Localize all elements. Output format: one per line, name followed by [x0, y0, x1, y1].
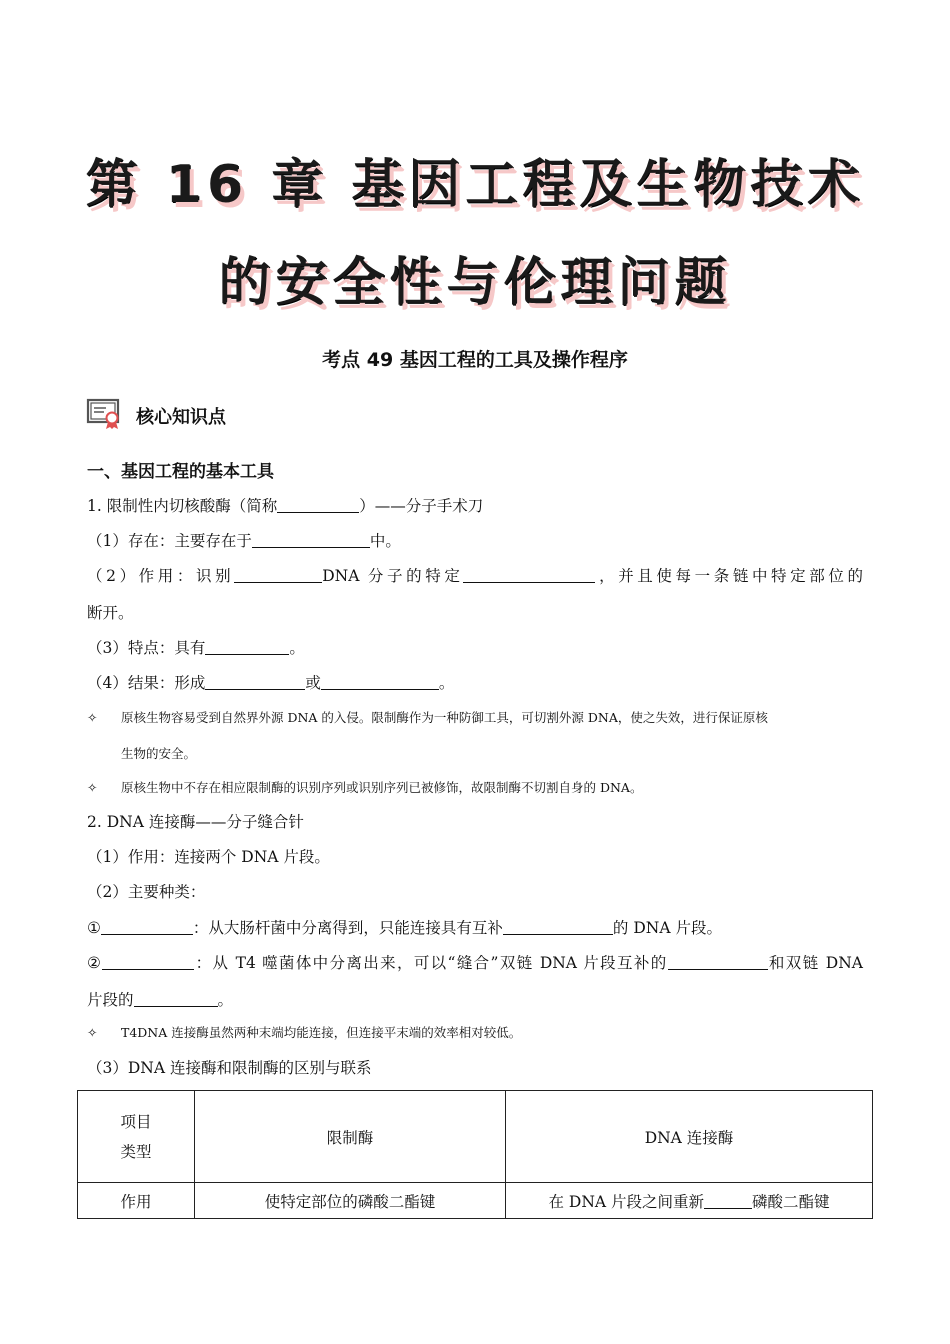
- header-dna-ligase: DNA 连接酶: [506, 1091, 873, 1183]
- text: 项目: [120, 1112, 152, 1131]
- blank: [321, 671, 439, 690]
- text: ）——分子手术刀: [359, 497, 484, 515]
- blank: [134, 988, 218, 1007]
- item-ecoli-ligase: [87, 916, 863, 940]
- text: ：从 T4 噬菌体中分离出来，可以“缝合”双链 DNA 片段互补的: [194, 954, 668, 972]
- blank: [704, 1190, 752, 1209]
- text: DNA 分子的特定: [322, 567, 464, 585]
- text: （1）存在：主要存在于: [87, 532, 252, 550]
- item-feature: [87, 636, 863, 660]
- blank: [252, 529, 370, 548]
- blank: [205, 671, 305, 690]
- row-label: 作用: [78, 1183, 195, 1219]
- text: 在 DNA 片段之间重新: [548, 1192, 705, 1211]
- text: 磷酸二酯键: [752, 1192, 830, 1211]
- section-heading: 一、基因工程的基本工具: [87, 462, 274, 482]
- diamond-icon: ✧: [87, 1025, 98, 1040]
- text: （4）结果：形成: [87, 674, 206, 692]
- item-ligase-function: （1）作用：连接两个 DNA 片段。: [87, 848, 330, 866]
- topic-heading: 考点 49 基因工程的工具及操作程序: [322, 349, 628, 371]
- text: 。: [289, 639, 305, 657]
- text: （2）作用：识别: [87, 567, 235, 585]
- item-t4-ligase-cont: [87, 988, 863, 1012]
- chapter-title-line-2: 的安全性与伦理问题: [218, 253, 732, 313]
- text: ①: [87, 919, 101, 937]
- text: 。: [438, 674, 455, 692]
- note-3: [87, 1015, 867, 1051]
- item-comparison-title: （3）DNA 连接酶和限制酶的区别与联系: [87, 1059, 372, 1077]
- text: 的 DNA 片段。: [612, 919, 722, 937]
- text: 原核生物中不存在相应限制酶的识别序列或识别序列已被修饰，故限制酶不切割自身的 DNA。: [121, 780, 643, 795]
- text: 和双链 DNA: [767, 954, 863, 972]
- item-restriction-enzyme: [87, 494, 863, 518]
- table-row: [78, 1183, 873, 1219]
- cell: 使特定部位的磷酸二酯键: [195, 1183, 506, 1219]
- blank: [277, 494, 359, 513]
- text: 类型: [120, 1142, 152, 1161]
- item-existence: [87, 529, 863, 553]
- diamond-icon: ✧: [87, 780, 98, 795]
- table-header-row: [78, 1091, 873, 1183]
- diamond-icon: ✧: [87, 710, 98, 725]
- blank: [205, 636, 289, 655]
- item-result: [87, 671, 863, 695]
- item-ligase: 2. DNA 连接酶——分子缝合针: [87, 813, 304, 831]
- text: ：从大肠杆菌中分离得到，只能连接具有互补: [192, 919, 503, 937]
- blank: [102, 951, 194, 970]
- item-function: [87, 564, 863, 588]
- comparison-table: [77, 1090, 873, 1219]
- text: ，并且使每一条链中特定部位的: [595, 567, 863, 585]
- blank: [503, 916, 613, 935]
- core-knowledge-label: 核心知识点: [136, 407, 226, 428]
- text: ②: [87, 954, 103, 972]
- certificate-icon: [86, 398, 124, 434]
- core-knowledge-header: [86, 398, 226, 434]
- chapter-title-line-1: 第 16 章 基因工程及生物技术: [85, 155, 865, 215]
- text: 中。: [369, 532, 401, 550]
- header-item-type: [78, 1091, 195, 1183]
- text: （3）特点：具有: [87, 639, 206, 657]
- blank: [668, 951, 768, 970]
- blank: [463, 564, 595, 583]
- text: 1. 限制性内切核酸酶（简称: [87, 497, 278, 515]
- blank: [234, 564, 322, 583]
- header-restriction-enzyme: 限制酶: [195, 1091, 506, 1183]
- text: T4DNA 连接酶虽然两种末端均能连接，但连接平末端的效率相对较低。: [121, 1025, 522, 1040]
- text: 或: [305, 674, 321, 692]
- note-1: [87, 700, 867, 772]
- cell: [506, 1183, 873, 1219]
- item-function-cont: 断开。: [87, 604, 134, 622]
- text: 生物的安全。: [121, 746, 197, 761]
- item-t4-ligase: [87, 951, 863, 975]
- text: 片段的: [87, 991, 134, 1009]
- item-ligase-types: （2）主要种类：: [87, 883, 206, 901]
- blank: [101, 916, 193, 935]
- text: 原核生物容易受到自然界外源 DNA 的入侵。限制酶作为一种防御工具，可切割外源 DNA，使之失效，进行保证原核: [121, 710, 768, 725]
- note-2: [87, 770, 867, 806]
- text: 。: [217, 991, 234, 1009]
